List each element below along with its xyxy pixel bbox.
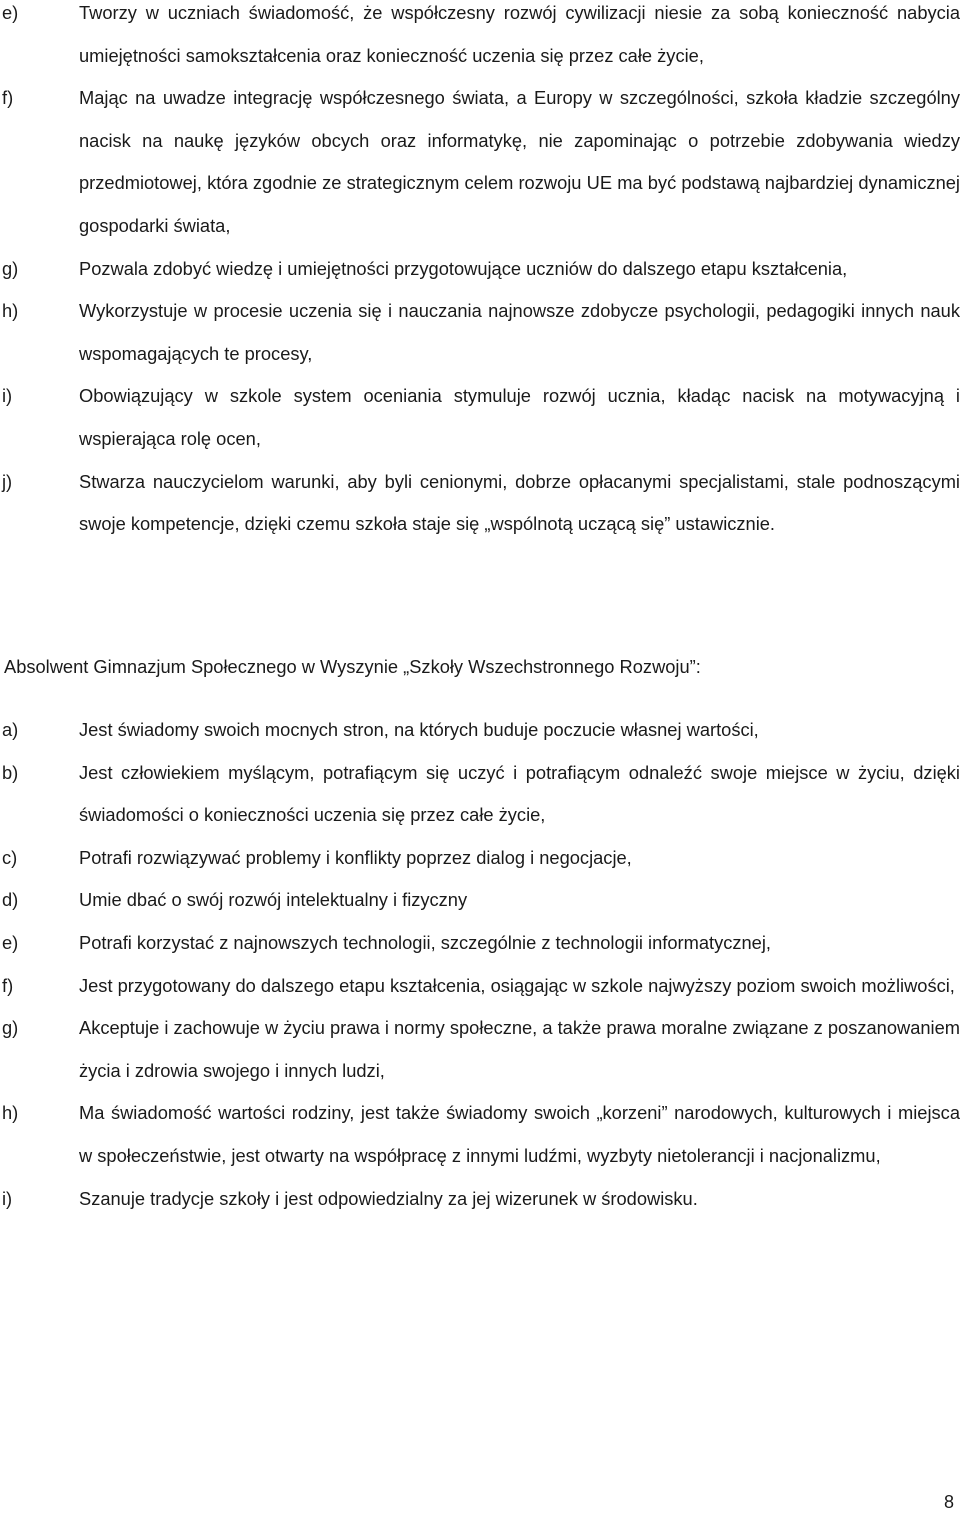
list-marker: i) bbox=[2, 385, 13, 407]
list-marker: f) bbox=[2, 974, 14, 996]
list-item bbox=[0, 0, 960, 77]
list-item bbox=[0, 922, 960, 965]
list-item bbox=[0, 752, 960, 837]
list-item-text: Jest człowiekiem myślącym, potrafiącym się uczyć i potrafiącym odnaleźć swoje miejsce w życiu, dzięki świadomości o konieczności uczenia się przez całe życie, bbox=[79, 761, 960, 826]
list-item-text: Mając na uwadze integrację współczesnego świata, a Europy w szczególności, szkoła kładzie szczególny nacisk na naukę języków obcych oraz informatykę, nie zapominając o potrzebie zdobywania wiedzy przedmiotowej, która zgodnie ze strategicznym celem rozwoju UE ma być podstawą najbardziej dynamicznej gospodarki świata, bbox=[79, 87, 960, 236]
list-item-text: Ma świadomość wartości rodziny, jest także świadomy swoich „korzeni” narodowych, kulturowych i miejsca w społeczeństwie, jest otwarty na współpracę z innymi ludźmi, wyzbyty nietolerancji i nacjonalizmu, bbox=[79, 1102, 960, 1166]
list-marker: e) bbox=[2, 931, 19, 953]
list-item-text: Umie dbać o swój rozwój intelektualny i fizyczny bbox=[79, 889, 468, 911]
list-marker: a) bbox=[2, 719, 19, 740]
list-marker: b) bbox=[2, 761, 19, 783]
list-item-text: Jest przygotowany do dalszego etapu kształcenia, osiągając w szkole najwyższy poziom swoich możliwości, bbox=[79, 974, 955, 996]
list-item-text: Obowiązujący w szkole system oceniania stymuluje rozwój ucznia, kładąc nacisk na motywacyjną i wspierająca rolę ocen, bbox=[79, 385, 960, 449]
list-item-text: Akceptuje i zachowuje w życiu prawa i normy społeczne, a także prawa moralne związane z poszanowaniem życia i zdrowia swojego i innych ludzi, bbox=[79, 1017, 960, 1081]
list-item-text: Wykorzystuje w procesie uczenia się i nauczania najnowsze zdobycze psychologii, pedagogiki innych nauk wspomagających te procesy, bbox=[79, 300, 960, 364]
list-item bbox=[0, 1007, 960, 1092]
list-marker: g) bbox=[2, 1017, 19, 1039]
list-item-text: Potrafi korzystać z najnowszych technologii, szczególnie z technologii informatycznej, bbox=[79, 931, 771, 953]
list-item bbox=[0, 1092, 960, 1177]
list-marker: d) bbox=[2, 889, 19, 911]
list-item-text: Jest świadomy swoich mocnych stron, na których buduje poczucie własnej wartości, bbox=[79, 719, 759, 740]
list-item bbox=[0, 461, 960, 546]
list-item bbox=[0, 837, 960, 880]
list-item bbox=[0, 709, 960, 752]
list-marker: i) bbox=[2, 1187, 13, 1209]
list-item bbox=[0, 1178, 960, 1221]
list-item bbox=[0, 77, 960, 247]
list-item bbox=[0, 965, 960, 1008]
page-number: 8 bbox=[943, 1492, 954, 1512]
section-heading: Absolwent Gimnazjum Społecznego w Wyszynie „Szkoły Wszechstronnego Rozwoju”: bbox=[4, 656, 701, 677]
list-item-text: Pozwala zdobyć wiedzę i umiejętności przygotowujące uczniów do dalszego etapu kształcenia, bbox=[79, 257, 848, 279]
list-marker: e) bbox=[2, 2, 19, 23]
list-marker: h) bbox=[2, 1102, 19, 1124]
list-marker: f) bbox=[2, 87, 14, 109]
list-marker: j) bbox=[2, 470, 13, 492]
list-item bbox=[0, 290, 960, 375]
school-goals-list bbox=[0, 0, 960, 546]
list-item-text: Tworzy w uczniach świadomość, że współczesny rozwój cywilizacji niesie za sobą konieczność nabycia umiejętności samokształcenia oraz konieczność uczenia się przez całe życie, bbox=[79, 2, 960, 66]
list-item bbox=[0, 879, 960, 922]
list-item-text: Stwarza nauczycielom warunki, aby byli cenionymi, dobrze opłacanymi specjalistami, stale podnoszącymi swoje kompetencje, dzięki czemu szkoła staje się „wspólnotą uczącą się” ustawicznie. bbox=[79, 470, 960, 535]
list-item-text: Szanuje tradycje szkoły i jest odpowiedzialny za jej wizerunek w środowisku. bbox=[79, 1187, 698, 1209]
list-marker: c) bbox=[2, 846, 18, 868]
list-marker: g) bbox=[2, 257, 19, 279]
list-item-text: Potrafi rozwiązywać problemy i konflikty poprzez dialog i negocjacje, bbox=[79, 846, 632, 868]
list-item bbox=[0, 248, 960, 291]
list-marker: h) bbox=[2, 300, 19, 322]
graduate-profile-list bbox=[0, 709, 960, 1220]
list-item bbox=[0, 375, 960, 460]
